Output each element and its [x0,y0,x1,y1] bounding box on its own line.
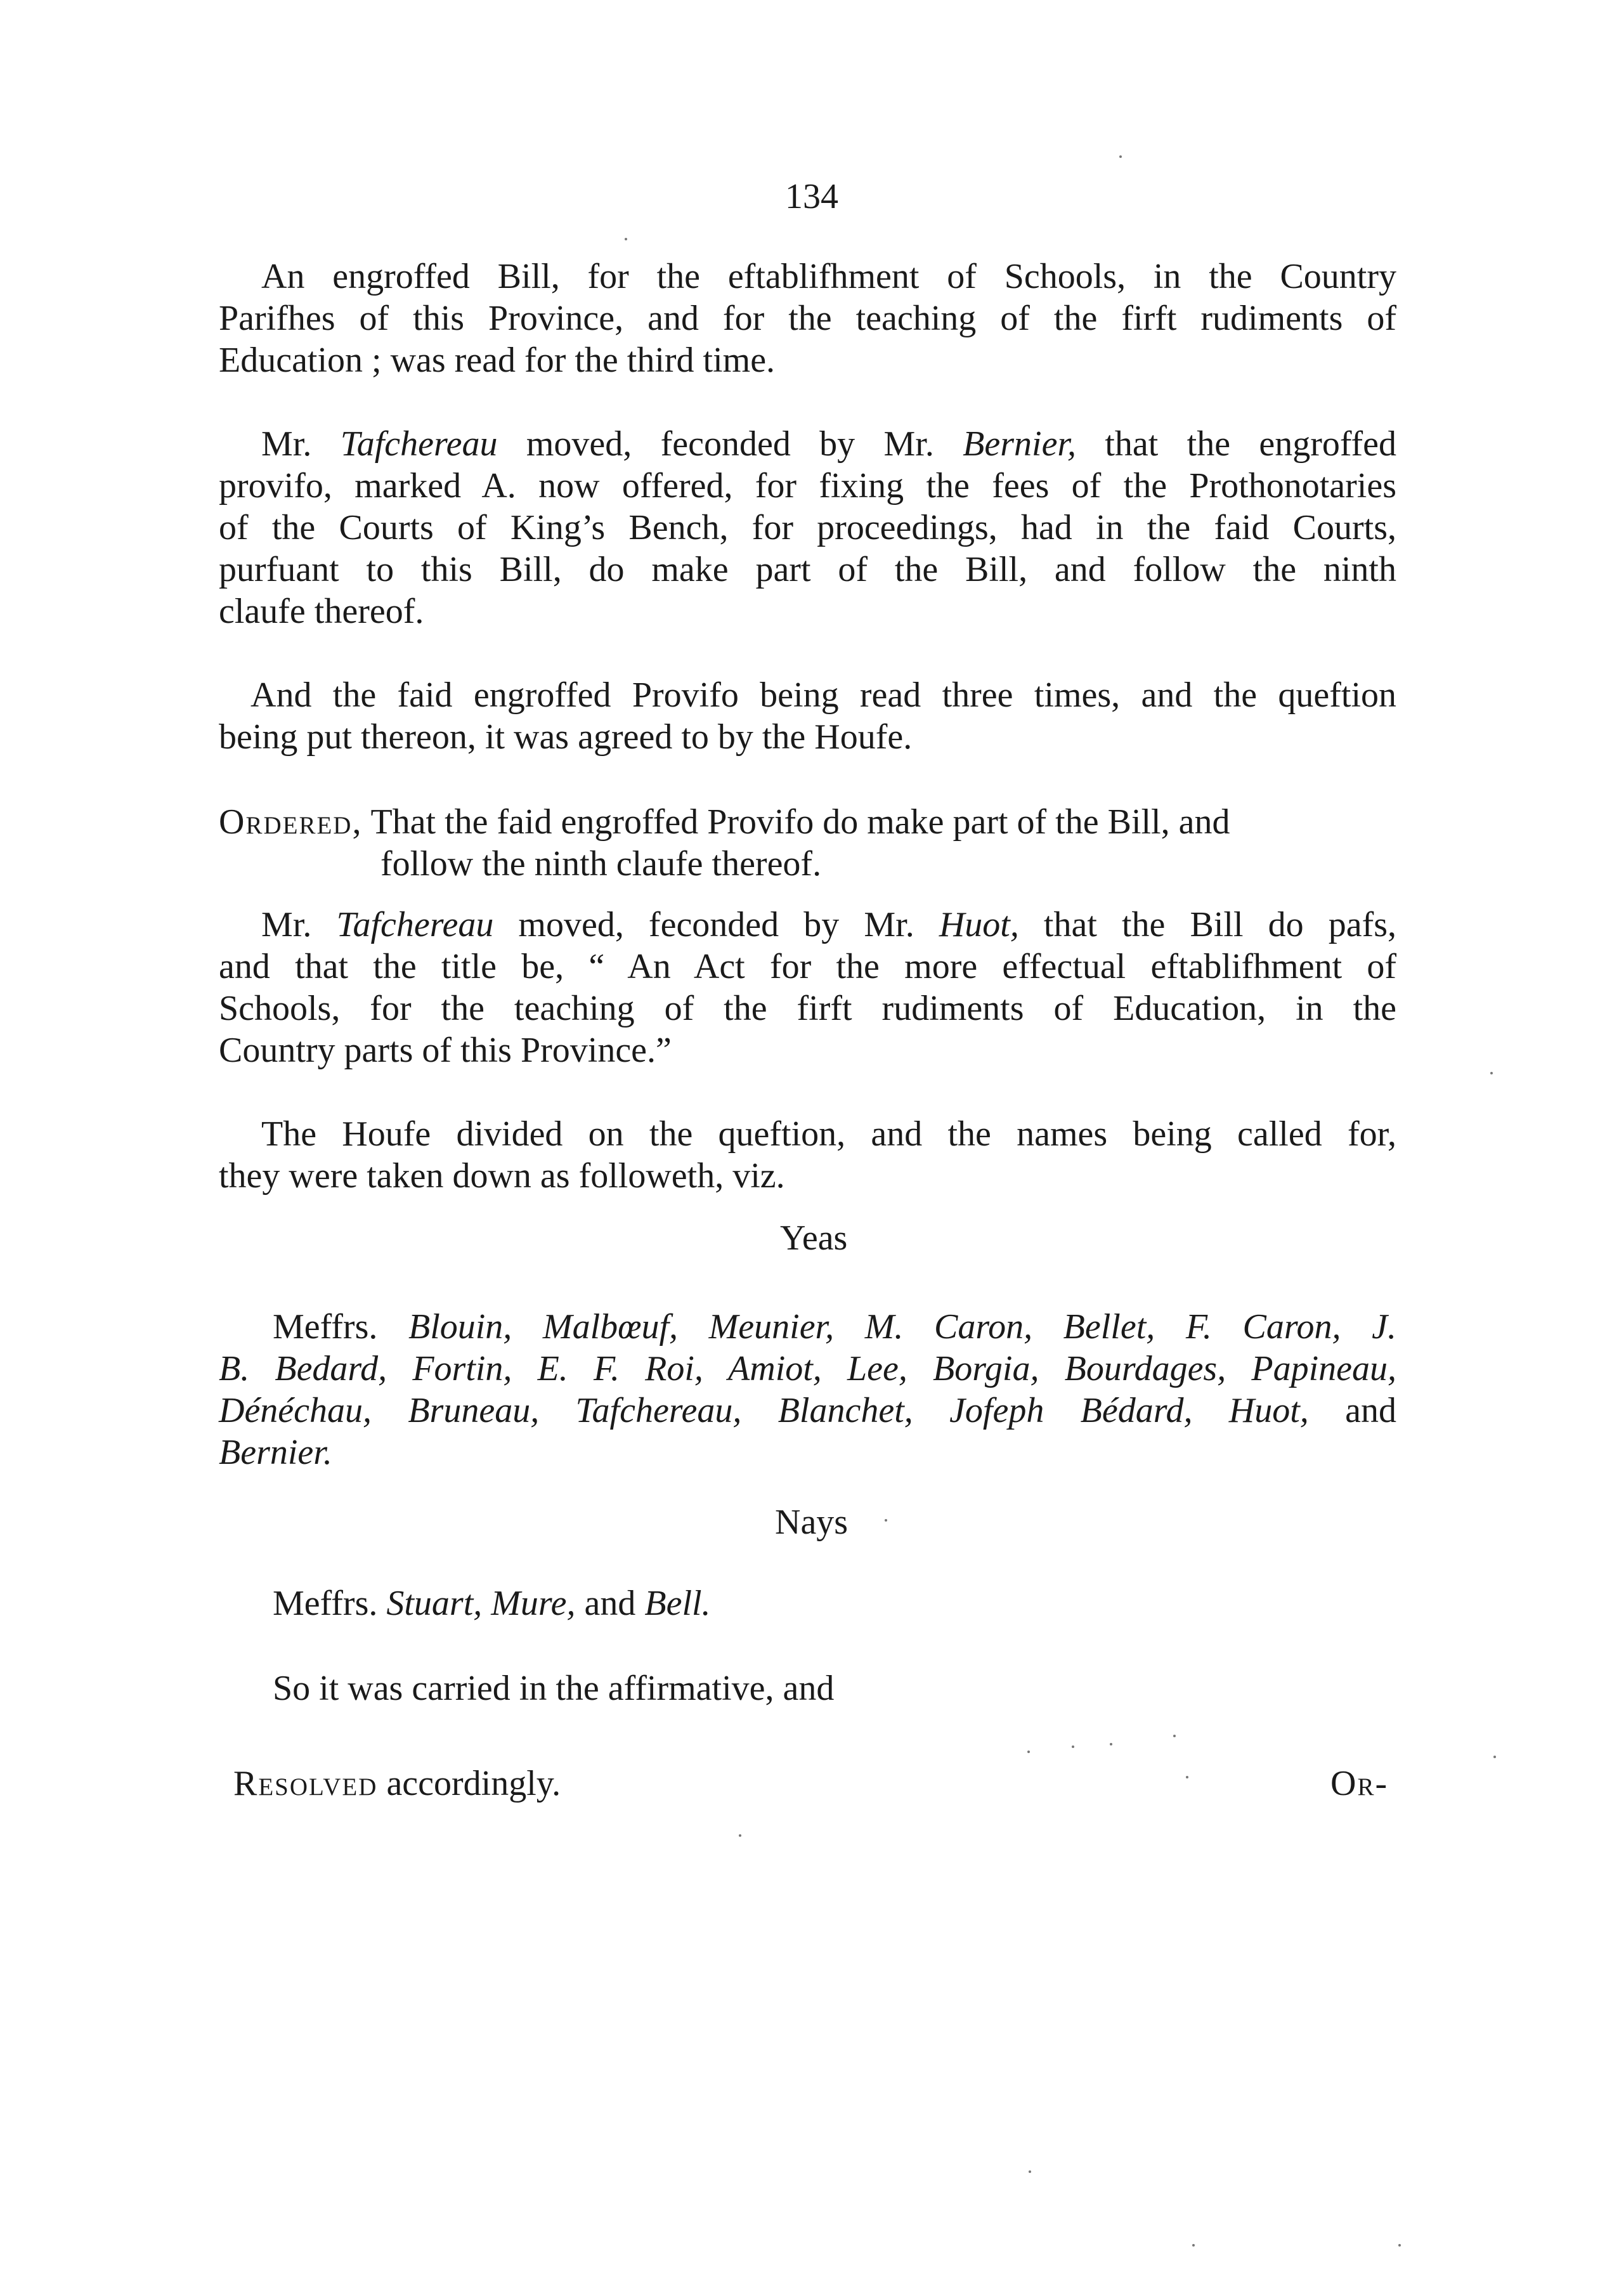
yeas-line4 [219,1435,332,1470]
print-speck [1490,1072,1493,1074]
para2-mr: Mr. [261,424,312,464]
para4-line1 [261,907,1396,943]
nays-last: Bell. [644,1584,711,1623]
para5-line1: The Houfe divided on the queftion, and the names being called for, [261,1114,1396,1154]
para4-line4: Country parts of this Province.” [219,1031,672,1070]
para4-line3: Schools, for the teaching of the firft rudiments of Education, in the [219,989,1396,1028]
para4-line2: and that the title be, “ An Act for the more effectual eftablifhment of [219,947,1396,986]
para3-line1: And the faid engroffed Provifo being read three times, and the queftion [250,675,1396,715]
para6-line1: So it was carried in the affirmative, and [273,1669,835,1708]
para4-moved: moved, feconded by Mr. [518,905,914,944]
print-speck [1119,155,1122,158]
resolved-line [233,1766,561,1801]
para2-name-taschereau: Tafchereau [340,424,498,464]
nays-label: Meffrs. [273,1584,378,1623]
print-speck [1398,2244,1401,2247]
print-speck [1027,1751,1030,1753]
para5-line2: they were taken down as followeth, viz. [219,1156,785,1196]
yeas-names-4: Bernier. [219,1433,332,1472]
para2-moved: moved, feconded by Mr. [526,424,934,464]
yeas-line1 [273,1309,1396,1345]
print-speck [1192,2244,1195,2247]
yeas-names-1: Blouin, Malbœuf, Meunier, M. Caron, Bellet, F. Caron, J. [408,1307,1396,1347]
print-speck [1110,1743,1112,1745]
print-speck [1029,2170,1031,2173]
para2-rest: that the engroffed [1105,424,1397,464]
para4-rest: that the Bill do pafs, [1043,905,1397,944]
resolved-text: accordingly. [386,1764,561,1803]
para2-name-bernier: Bernier, [963,424,1077,464]
yeas-heading: Yeas [780,1218,848,1258]
print-speck [1186,1776,1188,1778]
para3-line2: being put thereon, it was agreed to by the Houfe. [219,717,913,757]
para2-line3: of the Courts of King’s Bench, for proceedings, had in the faid Courts, [219,508,1396,547]
nays-heading: Nays [775,1503,849,1542]
nays-and: and [584,1584,636,1623]
para4-name-taschereau: Tafchereau [336,905,494,944]
para4-name-huot: Huot, [939,905,1019,944]
para2-line1 [261,426,1396,462]
yeas-and: and [1345,1391,1397,1430]
para4-mr: Mr. [261,905,312,944]
print-speck [625,238,627,240]
ordered-line2: follow the ninth claufe thereof. [380,844,822,884]
catchword: Or- [1330,1764,1389,1803]
print-speck [1173,1735,1176,1737]
para1-line3: Education ; was read for the third time. [219,341,776,380]
nays-line [273,1586,711,1621]
para1-line1: An engroffed Bill, for the eftablifhment of Schools, in the Country [261,257,1396,296]
page-number: 134 [785,177,838,216]
para2-line5: claufe thereof. [219,592,424,631]
ordered-line1 [219,804,1396,840]
ordered-label: Ordered, [219,802,363,842]
para2-line2: provifo, marked A. now offered, for fixing the fees of the Prothonotaries [219,466,1396,506]
nays-names: Stuart, Mure, [386,1584,576,1623]
yeas-line2 [219,1351,1396,1386]
print-speck [885,1519,887,1522]
para2-line4: purfuant to this Bill, do make part of the Bill, and follow the ninth [219,550,1396,589]
yeas-names-2: B. Bedard, Fortin, E. F. Roi, Amiot, Lee, Borgia, Bourdages, Papineau, [219,1349,1396,1388]
yeas-names-3: Dénéchau, Bruneau, Tafchereau, Blanchet, Jofeph Bédard, Huot, [219,1391,1309,1430]
print-speck [1072,1745,1074,1748]
yeas-line3 [219,1393,1396,1428]
print-speck [1493,1756,1496,1758]
para1-line2: Parifhes of this Province, and for the teaching of the firft rudiments of [219,299,1396,338]
yeas-label: Meffrs. [273,1307,378,1347]
resolved-label: Resolved [233,1764,378,1803]
ordered-text: That the faid engroffed Provifo do make part of the Bill, and [370,802,1230,842]
print-speck [739,1834,741,1837]
